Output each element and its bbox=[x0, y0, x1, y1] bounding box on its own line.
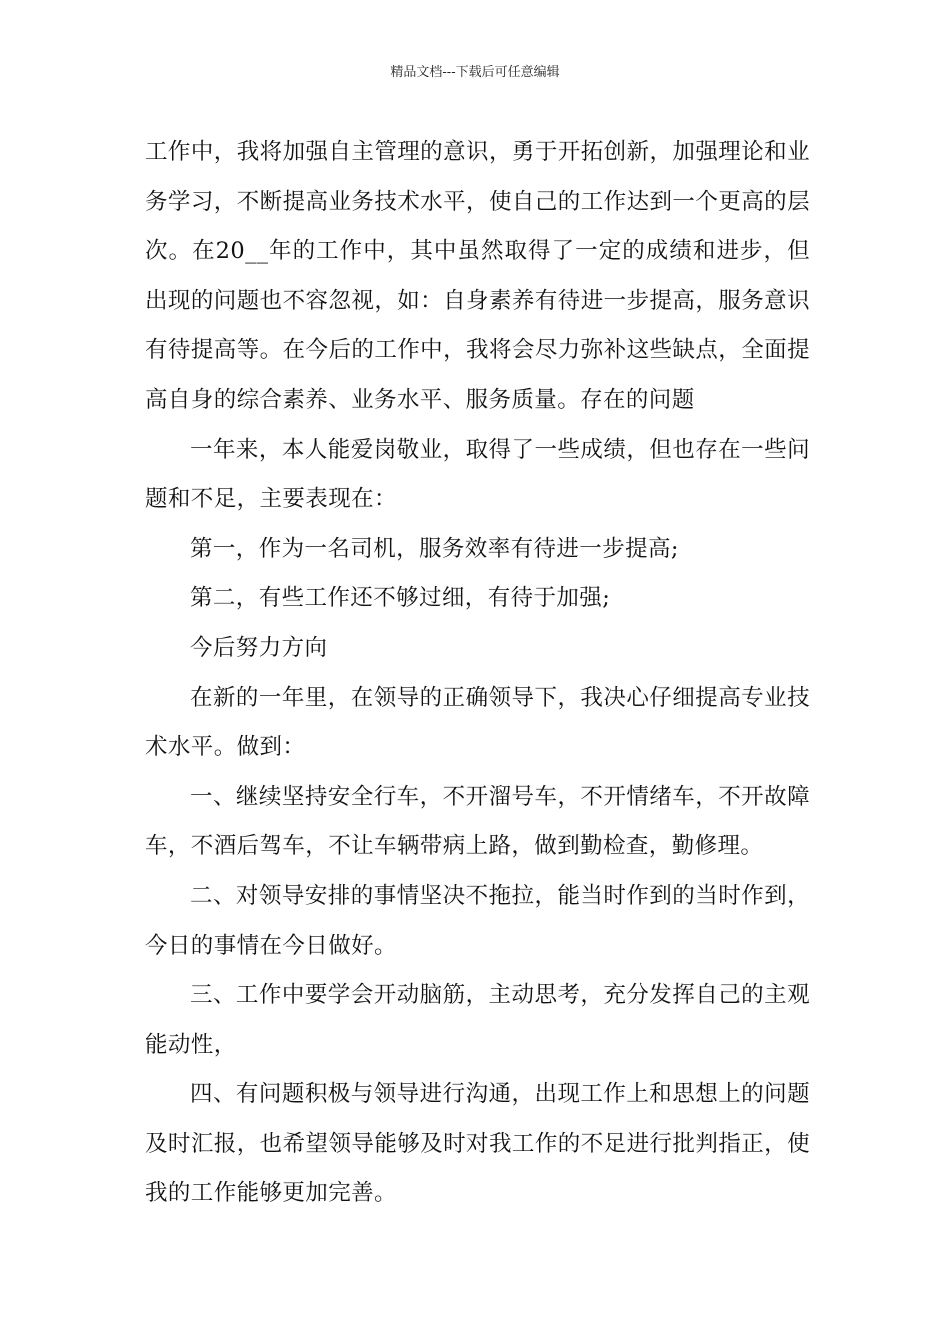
section-heading-direction: 今后努力方向 bbox=[190, 634, 328, 661]
paragraph-problem-1: 第一，作为一名司机，服务效率有待进一步提高; bbox=[190, 535, 679, 562]
document-body bbox=[145, 128, 810, 1219]
paragraph-item-4: 四、有问题积极与领导进行沟通，出现工作上和思想上的问题及时汇报，也希望领导能够及时对我工作的不足进行批判指正，使我的工作能够更加完善。 bbox=[145, 1081, 810, 1207]
paragraph-item-2: 二、对领导安排的事情坚决不拖拉，能当时作到的当时作到，今日的事情在今日做好。 bbox=[145, 882, 810, 959]
paragraph-plan-intro: 在新的一年里，在领导的正确领导下，我决心仔细提高专业技术水平。做到： bbox=[145, 684, 810, 761]
paragraph-continuation: 工作中，我将加强自主管理的意识，勇于开拓创新，加强理论和业务学习，不断提高业务技术水平，使自己的工作达到一个更高的层次。在20__年的工作中，其中虽然取得了一定的成绩和进步，但出现的问题也不容忽视，如：自身素养有待进一步提高，服务意识有待提高等。在今后的工作中，我将会尽力弥补这些缺点，全面提高自身的综合素养、业务水平、服务质量。存在的问题 bbox=[145, 139, 810, 413]
paragraph-problem-2: 第二，有些工作还不够过细，有待于加强; bbox=[190, 585, 611, 612]
paragraph-problems-intro: 一年来，本人能爱岗敬业，取得了一些成绩，但也存在一些问题和不足，主要表现在： bbox=[145, 436, 810, 513]
page-header: 精品文档---下载后可任意编辑 bbox=[390, 65, 560, 80]
paragraph-item-3: 三、工作中要学会开动脑筋，主动思考，充分发挥自己的主观能动性， bbox=[145, 982, 810, 1058]
paragraph-item-1: 一、继续坚持安全行车，不开溜号车，不开情绪车，不开故障车，不酒后驾车，不让车辆带病上路，做到勤检查，勤修理。 bbox=[145, 783, 810, 860]
